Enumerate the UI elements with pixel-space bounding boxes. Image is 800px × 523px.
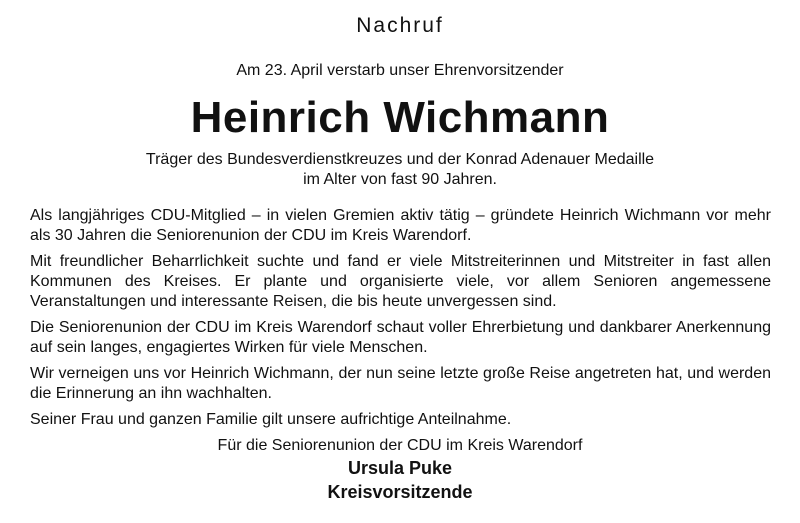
- honors-block: [0, 150, 800, 190]
- body-paragraph: Seiner Frau und ganzen Familie gilt unsere aufrichtige Anteilnahme.: [30, 411, 512, 428]
- closing-block: [0, 436, 800, 504]
- deceased-name: Heinrich Wichmann: [190, 93, 610, 142]
- signer-name: Ursula Puke: [347, 458, 453, 478]
- body-paragraph: Mit freundlicher Beharrlichkeit suchte und fand er viele Mitstreiterinnen und Mitstreiter in fast allen Kommunen des Kreises. Er plante und organisierte viele, vor allem Senioren angemessene Veranstaltungen und interessante Reisen, die bis heute unvergessen sind.: [30, 253, 771, 310]
- notice-heading: Nachruf: [356, 14, 444, 37]
- body-paragraph: Die Seniorenunion der CDU im Kreis Warendorf schaut voller Ehrerbietung und dankbarer Anerkennung auf sein langes, engagiertes Wirken für viele Menschen.: [30, 319, 771, 356]
- honors-line: Träger des Bundesverdienstkreuzes und der Konrad Adenauer Medaille: [145, 151, 655, 168]
- signer-role: Kreisvorsitzende: [327, 482, 473, 502]
- obituary-body: [30, 206, 771, 436]
- age-line: im Alter von fast 90 Jahren.: [303, 171, 497, 188]
- intro-line: Am 23. April verstarb unser Ehrenvorsitzender: [236, 62, 564, 79]
- body-paragraph: Wir verneigen uns vor Heinrich Wichmann, der nun seine letzte große Reise angetreten hat, und werden die Erinnerung an ihn wachhalten.: [30, 365, 771, 402]
- on-behalf-line: Für die Seniorenunion der CDU im Kreis Warendorf: [217, 437, 583, 454]
- body-paragraph: Als langjähriges CDU-Mitglied – in vielen Gremien aktiv tätig – gründete Heinrich Wichmann vor mehr als 30 Jahren die Seniorenunion der CDU im Kreis Warendorf.: [30, 207, 771, 244]
